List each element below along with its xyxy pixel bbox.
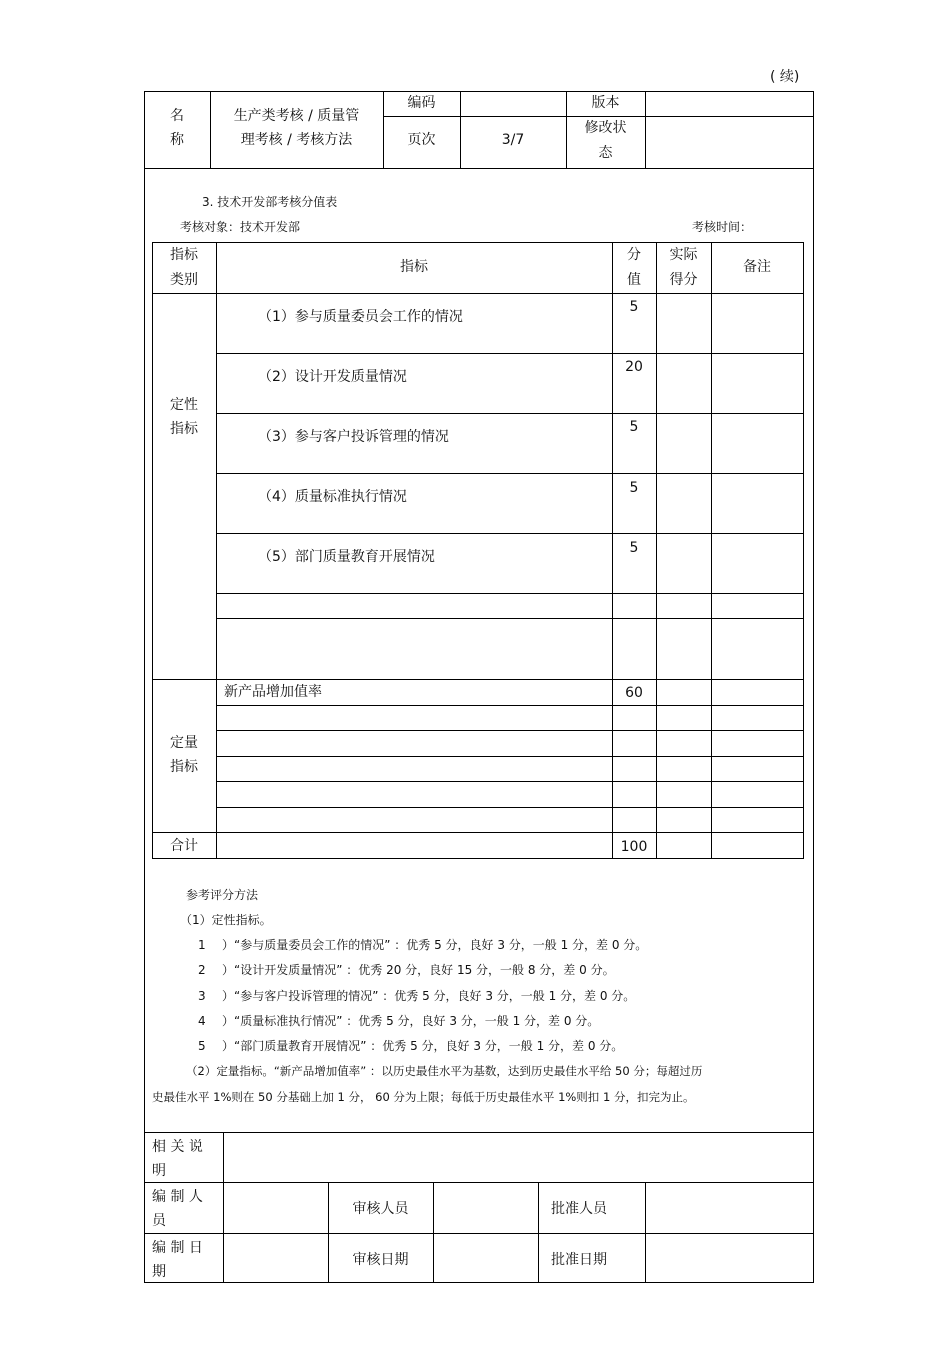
indicator-cell: （5）部门质量教育开展情况 <box>258 549 435 565</box>
col-header-remark: 备注 <box>743 259 771 275</box>
qualitative-method-title: （1）定性指标。 <box>180 913 272 927</box>
quantitative-method-line: 史最佳水平 1%则在 50 分基础上加 1 分， 60 分为上限；每低于历史最佳水平 1%则扣 1 分，扣完为止。 <box>152 1090 695 1104</box>
review-date-label: 审核日期 <box>352 1252 409 1268</box>
total-label: 合计 <box>170 838 198 854</box>
score-cell: 5 <box>629 419 639 435</box>
doc-name-value: 生产类考核 / 质量管 理考核 / 考核方法 <box>233 108 360 148</box>
method-item-number: 5 <box>198 1039 206 1053</box>
header-bottom-line <box>144 168 814 169</box>
frame-right <box>813 91 814 1283</box>
method-item-text: ）“部门质量教育开展情况” ：优秀 5 分，良好 3 分，一般 1 分，差 0 分。 <box>222 1039 624 1053</box>
quantitative-method-line: （2）定量指标。“新产品增加值率” ：以历史最佳水平为基数，达到历史最佳水平给 50 分；每超过历 <box>186 1064 703 1078</box>
version-label: 版本 <box>591 95 620 111</box>
col-header-actual: 实际 得分 <box>669 247 698 288</box>
section-title: 3. 技术开发部考核分值表 <box>202 195 338 209</box>
method-item-number: 2 <box>198 963 206 977</box>
indicator-cell: （3）参与客户投诉管理的情况 <box>258 429 449 445</box>
notes-label: 相 关 说 明 <box>152 1139 203 1179</box>
score-cell: 5 <box>629 480 639 496</box>
frame-bottom <box>144 1282 814 1283</box>
page-value: 3/7 <box>501 132 525 148</box>
indicator-cell: （1）参与质量委员会工作的情况 <box>258 309 463 325</box>
indicator-cell: （2）设计开发质量情况 <box>258 369 407 385</box>
code-label: 编码 <box>407 95 436 111</box>
assessment-target: 考核对象：技术开发部 <box>180 220 301 234</box>
footer-top-line <box>144 1132 814 1133</box>
col-header-category: 指标 类别 <box>170 247 198 288</box>
continued-mark: ( 续) <box>770 69 800 85</box>
total-score: 100 <box>620 839 648 855</box>
score-cell: 5 <box>629 540 639 556</box>
indicator-cell: （4）质量标准执行情况 <box>258 489 407 505</box>
reviewer-label: 审核人员 <box>352 1201 409 1217</box>
doc-name-label: 名 称 <box>170 108 184 148</box>
quantitative-category: 定量 指标 <box>170 735 198 775</box>
qualitative-category: 定性 指标 <box>170 397 198 437</box>
editor-label: 编 制 人 员 <box>152 1189 203 1229</box>
edit-date-label: 编 制 日 期 <box>152 1240 203 1280</box>
method-item-text: ）“参与质量委员会工作的情况” ：优秀 5 分，良好 3 分，一般 1 分，差 0 分。 <box>222 938 648 952</box>
method-item-number: 4 <box>198 1014 206 1028</box>
assessment-time-label: 考核时间： <box>692 220 753 234</box>
col-header-indicator: 指标 <box>400 259 428 275</box>
indicator-cell: 新产品增加值率 <box>224 684 322 700</box>
score-cell: 60 <box>625 685 643 701</box>
frame-left <box>144 91 145 1283</box>
approve-date-label: 批准日期 <box>551 1252 607 1268</box>
method-item-number: 3 <box>198 989 206 1003</box>
col-header-score: 分 值 <box>627 247 641 288</box>
approver-label: 批准人员 <box>551 1201 607 1217</box>
method-item-number: 1 <box>198 938 206 952</box>
method-item-text: ）“设计开发质量情况” ：优秀 20 分，良好 15 分，一般 8 分，差 0 分。 <box>222 963 615 977</box>
score-cell: 5 <box>629 299 639 315</box>
method-title: 参考评分方法 <box>186 888 259 902</box>
frame-top <box>144 91 814 92</box>
revision-label: 修改状 态 <box>584 120 627 161</box>
method-item-text: ）“质量标准执行情况” ：优秀 5 分，良好 3 分，一般 1 分，差 0 分。 <box>222 1014 600 1028</box>
page-label: 页次 <box>407 132 436 148</box>
method-item-text: ）“参与客户投诉管理的情况” ：优秀 5 分，良好 3 分，一般 1 分，差 0 分。 <box>222 989 636 1003</box>
score-cell: 20 <box>625 359 643 375</box>
